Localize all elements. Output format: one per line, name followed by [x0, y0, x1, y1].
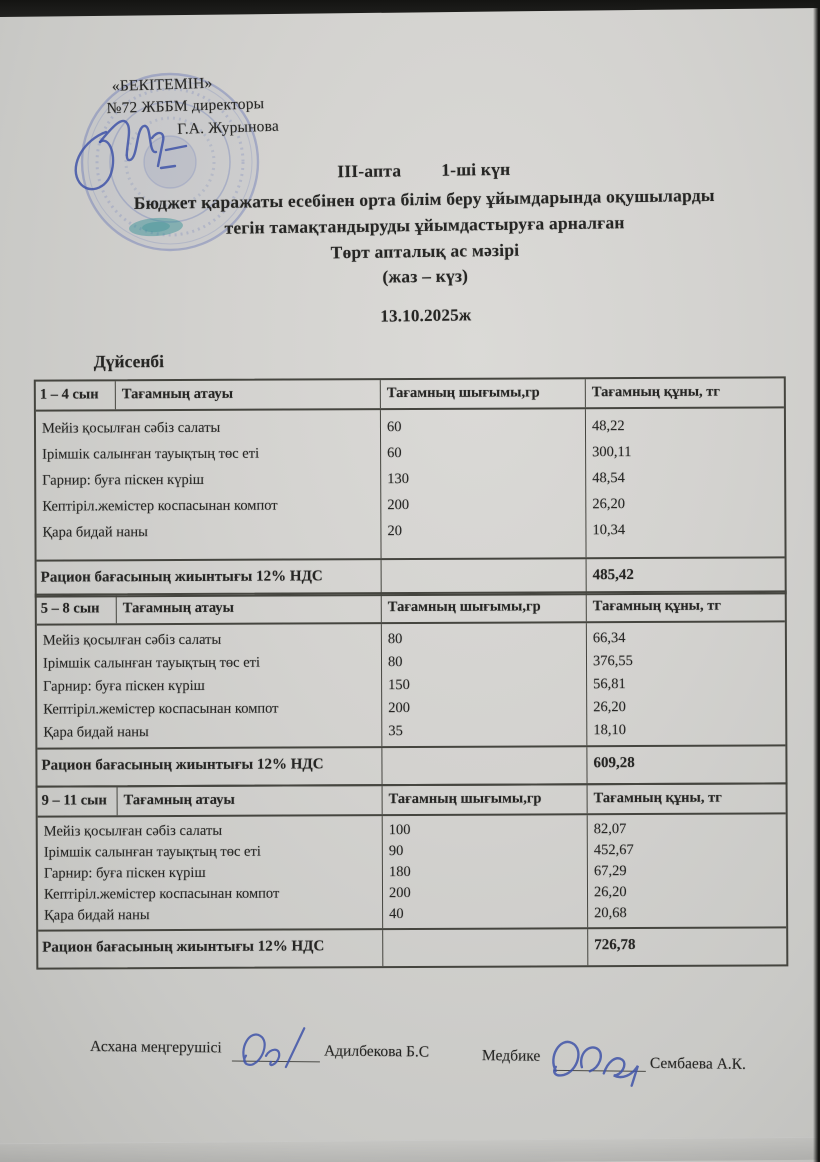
- total-value: 726,78: [594, 937, 636, 954]
- menu-table-grades-5-8: [35, 590, 788, 787]
- output-header-cell: Тағамның шығымы,гр: [381, 379, 586, 408]
- dish-name: Кептіріл.жемістер коспасынан компот: [43, 700, 279, 718]
- dish-cost: 10,34: [592, 522, 626, 539]
- dish-name: Гарнир: буға піскен күріш: [43, 677, 205, 695]
- dish-name: Қара бидай наны: [44, 907, 150, 924]
- cost-header-cell: Тағамның құны, тг: [591, 383, 721, 401]
- total-empty-cell: [382, 559, 587, 594]
- dish-name: Мейіз қосылған сәбіз салаты: [42, 631, 222, 649]
- dish-header-cell: Тағамның атауы: [116, 380, 381, 409]
- dish-output: 200: [387, 497, 410, 514]
- dish-name: Кептіріл.жемістер коспасынан компот: [42, 497, 278, 515]
- dish-output: 80: [387, 654, 403, 671]
- signature-footer: [0, 1031, 820, 1120]
- dish-cost: 26,20: [593, 699, 626, 716]
- dish-output: 200: [388, 700, 410, 717]
- day-number-label: 1-ші күн: [441, 158, 511, 180]
- dish-name: Гарнир: буға піскен күріш: [42, 471, 204, 489]
- dish-cost: 20,68: [594, 905, 627, 922]
- dish-output: 60: [387, 445, 402, 462]
- menu-table-grades-9-11: [36, 782, 789, 969]
- weekday-label: Дүйсенбі: [93, 351, 165, 372]
- dish-output: 90: [388, 843, 404, 860]
- canteen-manager-name: Адилбекова Б.С: [323, 1042, 430, 1061]
- dish-header-cell: Тағамның атауы: [117, 594, 382, 623]
- dish-name: Гарнир: буға піскен күріш: [43, 864, 206, 882]
- approve-word: «БЕКІТЕМІН»: [111, 74, 213, 95]
- dish-name-column: [37, 624, 383, 748]
- dish-name: Мейіз қосылған сәбіз салаты: [41, 419, 221, 437]
- dish-name: Ірімшік салынған тауықтың төс еті: [42, 445, 260, 463]
- nurse-name: Сембаева А.К.: [649, 1054, 747, 1073]
- dish-cost-column: [587, 622, 786, 745]
- dish-output: 200: [388, 884, 411, 902]
- dish-output: 80: [387, 631, 403, 648]
- output-header-cell: Тағамның шығымы,гр: [383, 785, 588, 814]
- dish-output: 130: [387, 471, 409, 488]
- nurse-signature: [542, 1023, 658, 1090]
- title-line-3: Төрт апталық ас мәзірі: [330, 239, 520, 263]
- total-empty-cell: [382, 747, 587, 784]
- dish-cost: 48,54: [592, 470, 625, 487]
- grade-header-cell: 5 – 8 сын: [37, 595, 117, 623]
- dish-cost-column: [586, 408, 785, 557]
- table-body: [38, 814, 786, 929]
- cost-header-cell: Тағамның құны, тг: [593, 789, 722, 807]
- ration-total-row: [37, 744, 785, 785]
- title-line-2: тегін тамақтандыруды ұйымдастыруға арналған: [224, 212, 625, 238]
- dish-output-column: [381, 409, 587, 558]
- cost-header-cell: Тағамның құны, тг: [592, 597, 721, 615]
- dish-cost: 82,07: [593, 821, 627, 838]
- dish-output: 60: [386, 419, 402, 436]
- dish-output-column: [382, 623, 588, 746]
- director-name: Г.А. Журынова: [177, 117, 280, 138]
- grade-header-cell: 1 – 4 сын: [36, 381, 116, 409]
- dish-output-column: [383, 815, 588, 928]
- dish-output: 100: [388, 821, 411, 839]
- table-body: [37, 622, 786, 747]
- director-title: №72 ЖББМ директоры: [106, 95, 265, 118]
- total-empty-cell: [383, 929, 588, 966]
- title-line-1: Бюджет қаражаты есебінен орта білім беру ұйымдарында оқушыларды: [133, 184, 715, 214]
- dish-cost: 66,34: [592, 630, 626, 647]
- grade-header-cell: 9 – 11 сын: [38, 787, 118, 815]
- total-label: Рацион бағасының жиынтығы 12% НДС: [38, 930, 383, 968]
- menu-date: 13.10.2025ж: [380, 305, 472, 326]
- dish-name: Қара бидай наны: [42, 524, 148, 541]
- output-header-cell: Тағамның шығымы,гр: [382, 593, 587, 622]
- total-value: 609,28: [593, 755, 635, 772]
- dish-name-column: [38, 816, 383, 930]
- dish-cost: 300,11: [592, 444, 632, 461]
- ration-total-row: [38, 926, 786, 967]
- dish-cost: 26,20: [592, 496, 625, 513]
- dish-cost: 26,20: [593, 884, 627, 901]
- dish-cost: 48,22: [591, 418, 625, 435]
- dish-output: 150: [388, 677, 410, 694]
- week-label: III-апта: [337, 160, 402, 182]
- dish-name: Мейіз қосылған сәбіз салаты: [43, 822, 223, 840]
- dish-output: 180: [388, 863, 411, 881]
- dish-name: Ірімшік салынған тауықтың төс еті: [43, 843, 261, 861]
- photo-dark-edge-right: [813, 0, 820, 1162]
- total-label: Рацион бағасының жиынтығы 12% НДС: [37, 748, 382, 786]
- dish-name: Кептіріл.жемістер коспасынан компот: [43, 885, 280, 903]
- table-header-row: [36, 378, 784, 411]
- dish-header-cell: Тағамның атауы: [118, 786, 383, 815]
- dish-name-column: [36, 410, 382, 560]
- table-header-row: [37, 592, 785, 625]
- dish-cost: 452,67: [593, 842, 634, 859]
- table-header-row: [38, 784, 786, 817]
- total-label: Рацион бағасының жиынтығы 12% НДС: [37, 560, 382, 596]
- table-body: [36, 408, 785, 559]
- dish-name: Қара бидай наны: [43, 724, 149, 741]
- dish-output: 35: [388, 723, 403, 740]
- canteen-manager-label: Асхана меңгерушісі: [89, 1038, 222, 1057]
- dish-cost: 56,81: [593, 676, 626, 693]
- dish-cost: 18,10: [593, 722, 626, 739]
- nurse-label: Медбике: [481, 1047, 541, 1065]
- total-value: 485,42: [592, 567, 634, 584]
- dish-name: Ірімшік салынған тауықтың төс еті: [42, 654, 261, 672]
- canteen-manager-signature: [228, 1017, 329, 1078]
- dish-output: 20: [387, 523, 402, 540]
- dish-cost-column: [588, 814, 786, 927]
- dish-cost: 67,29: [593, 863, 627, 880]
- menu-table-grades-1-4: [34, 376, 787, 597]
- title-line-4: (жаз – күз): [382, 265, 469, 287]
- dish-cost: 376,55: [592, 653, 633, 670]
- dish-output: 40: [389, 906, 404, 923]
- ration-total-row: [37, 556, 785, 595]
